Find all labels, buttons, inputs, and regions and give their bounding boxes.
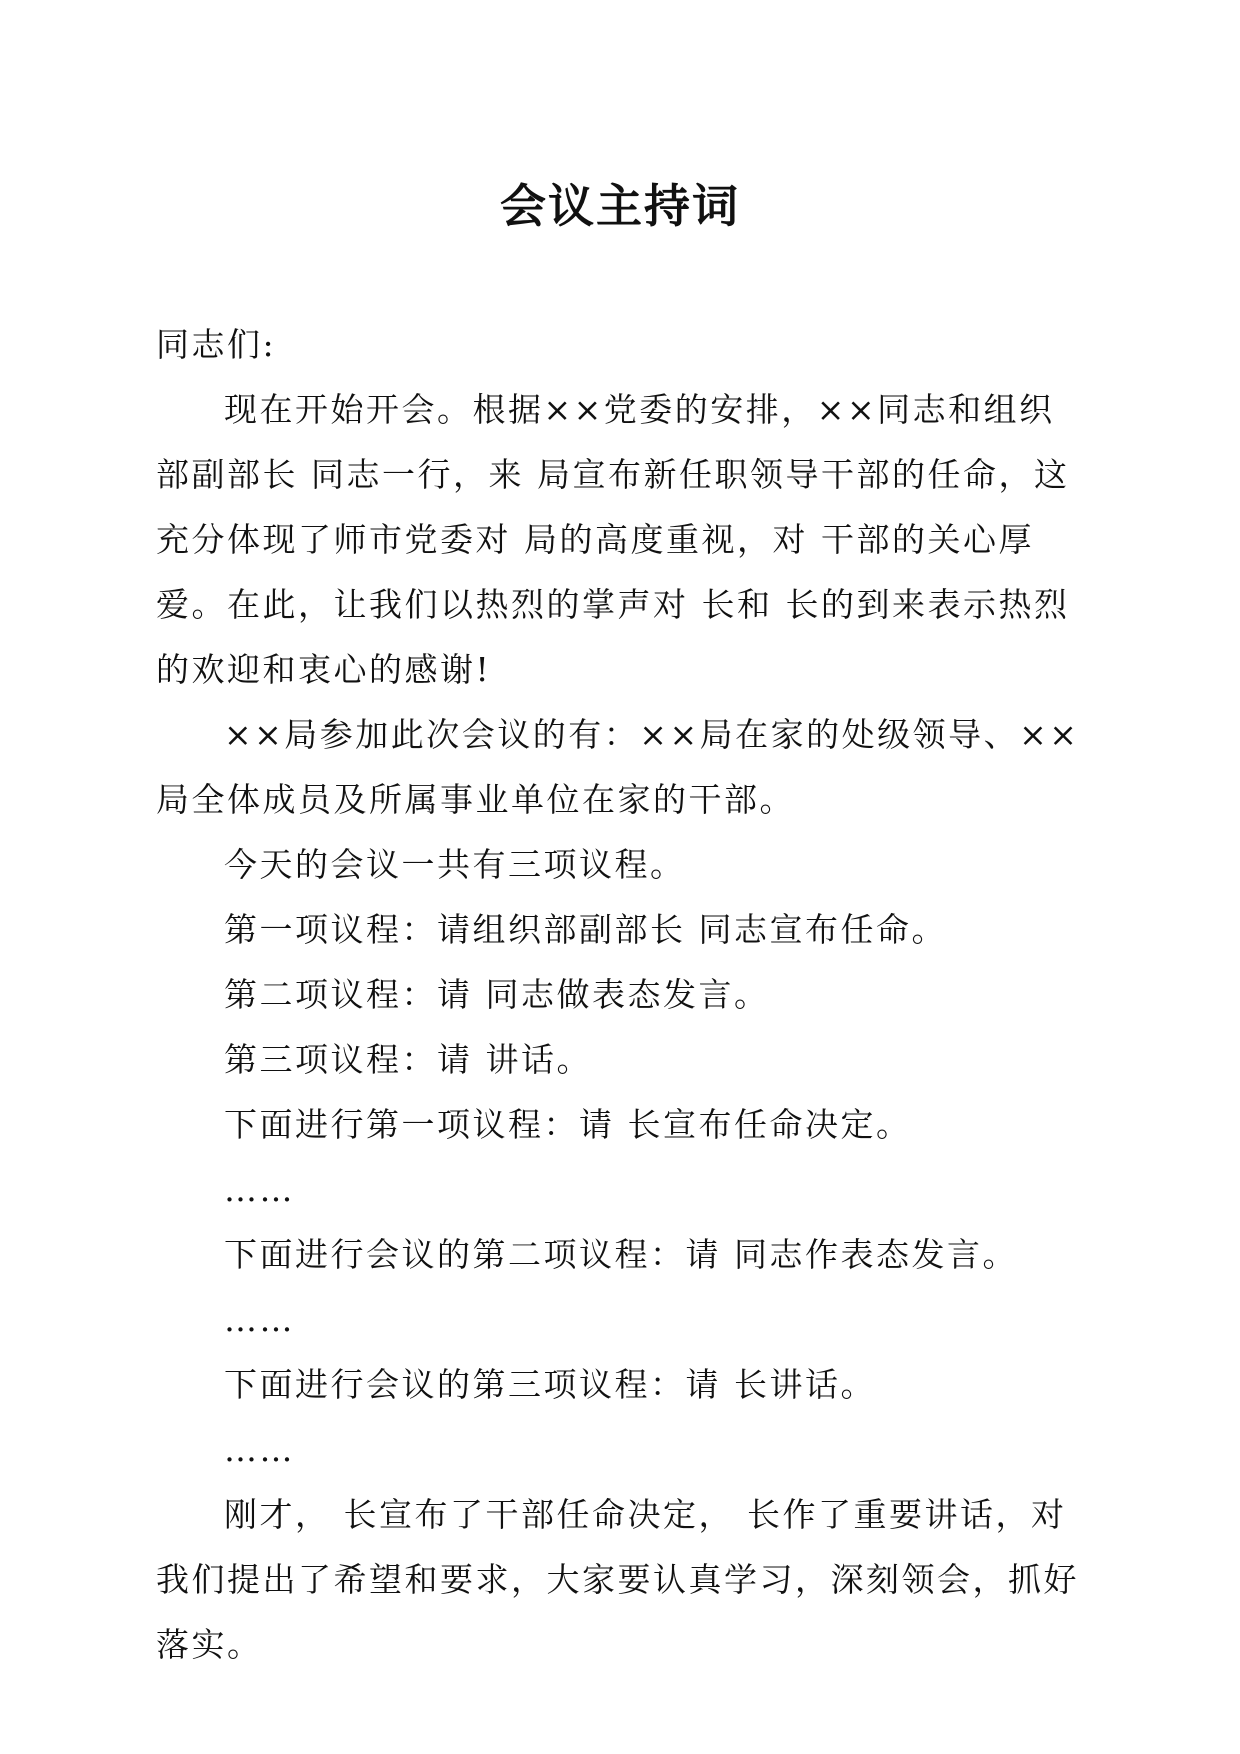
paragraph-proceed-item-3: 下面进行会议的第三项议程：请 长讲话。 <box>224 1365 876 1404</box>
paragraph-agenda-item-1: 第一项议程：请组织部副部长 同志宣布任命。 <box>224 910 947 949</box>
paragraph-agenda-item-3: 第三项议程：请 讲话。 <box>224 1040 592 1079</box>
paragraph-agenda-intro: 今天的会议一共有三项议程。 <box>224 845 686 884</box>
paragraph-closing: 刚才， 长宣布了干部任命决定， 长作了重要讲话，对我们提出了希望和要求，大家要认真学习，深刻领会，抓好落实。 <box>156 1495 1079 1664</box>
paragraph-proceed-item-1: 下面进行第一项议程：请 长宣布任命决定。 <box>224 1105 912 1144</box>
document-body <box>156 312 1086 1677</box>
paragraph-opening: 现在开始开会。根据××党委的安排，××同志和组织部副部长 同志一行，来 局宣布新任职领导干部的任命，这充分体现了师市党委对 局的高度重视，对 干部的关心厚爱。在此，让我们以热烈的掌声对 长和 长的到来表示热烈的欢迎和衷心的感谢! <box>156 390 1070 689</box>
salutation: 同志们: <box>156 325 277 364</box>
paragraph-agenda-item-2: 第二项议程：请 同志做表态发言。 <box>224 975 770 1014</box>
paragraph-ellipsis: …… <box>224 1170 295 1209</box>
paragraph-ellipsis: …… <box>224 1300 295 1339</box>
paragraph-proceed-item-2: 下面进行会议的第二项议程：请 同志作表态发言。 <box>224 1235 1018 1274</box>
document-title: 会议主持词 <box>500 179 740 233</box>
paragraph-attendees: ××局参加此次会议的有：××局在家的处级领导、××局全体成员及所属事业单位在家的干部。 <box>156 715 1080 819</box>
paragraph-ellipsis: …… <box>224 1430 295 1469</box>
